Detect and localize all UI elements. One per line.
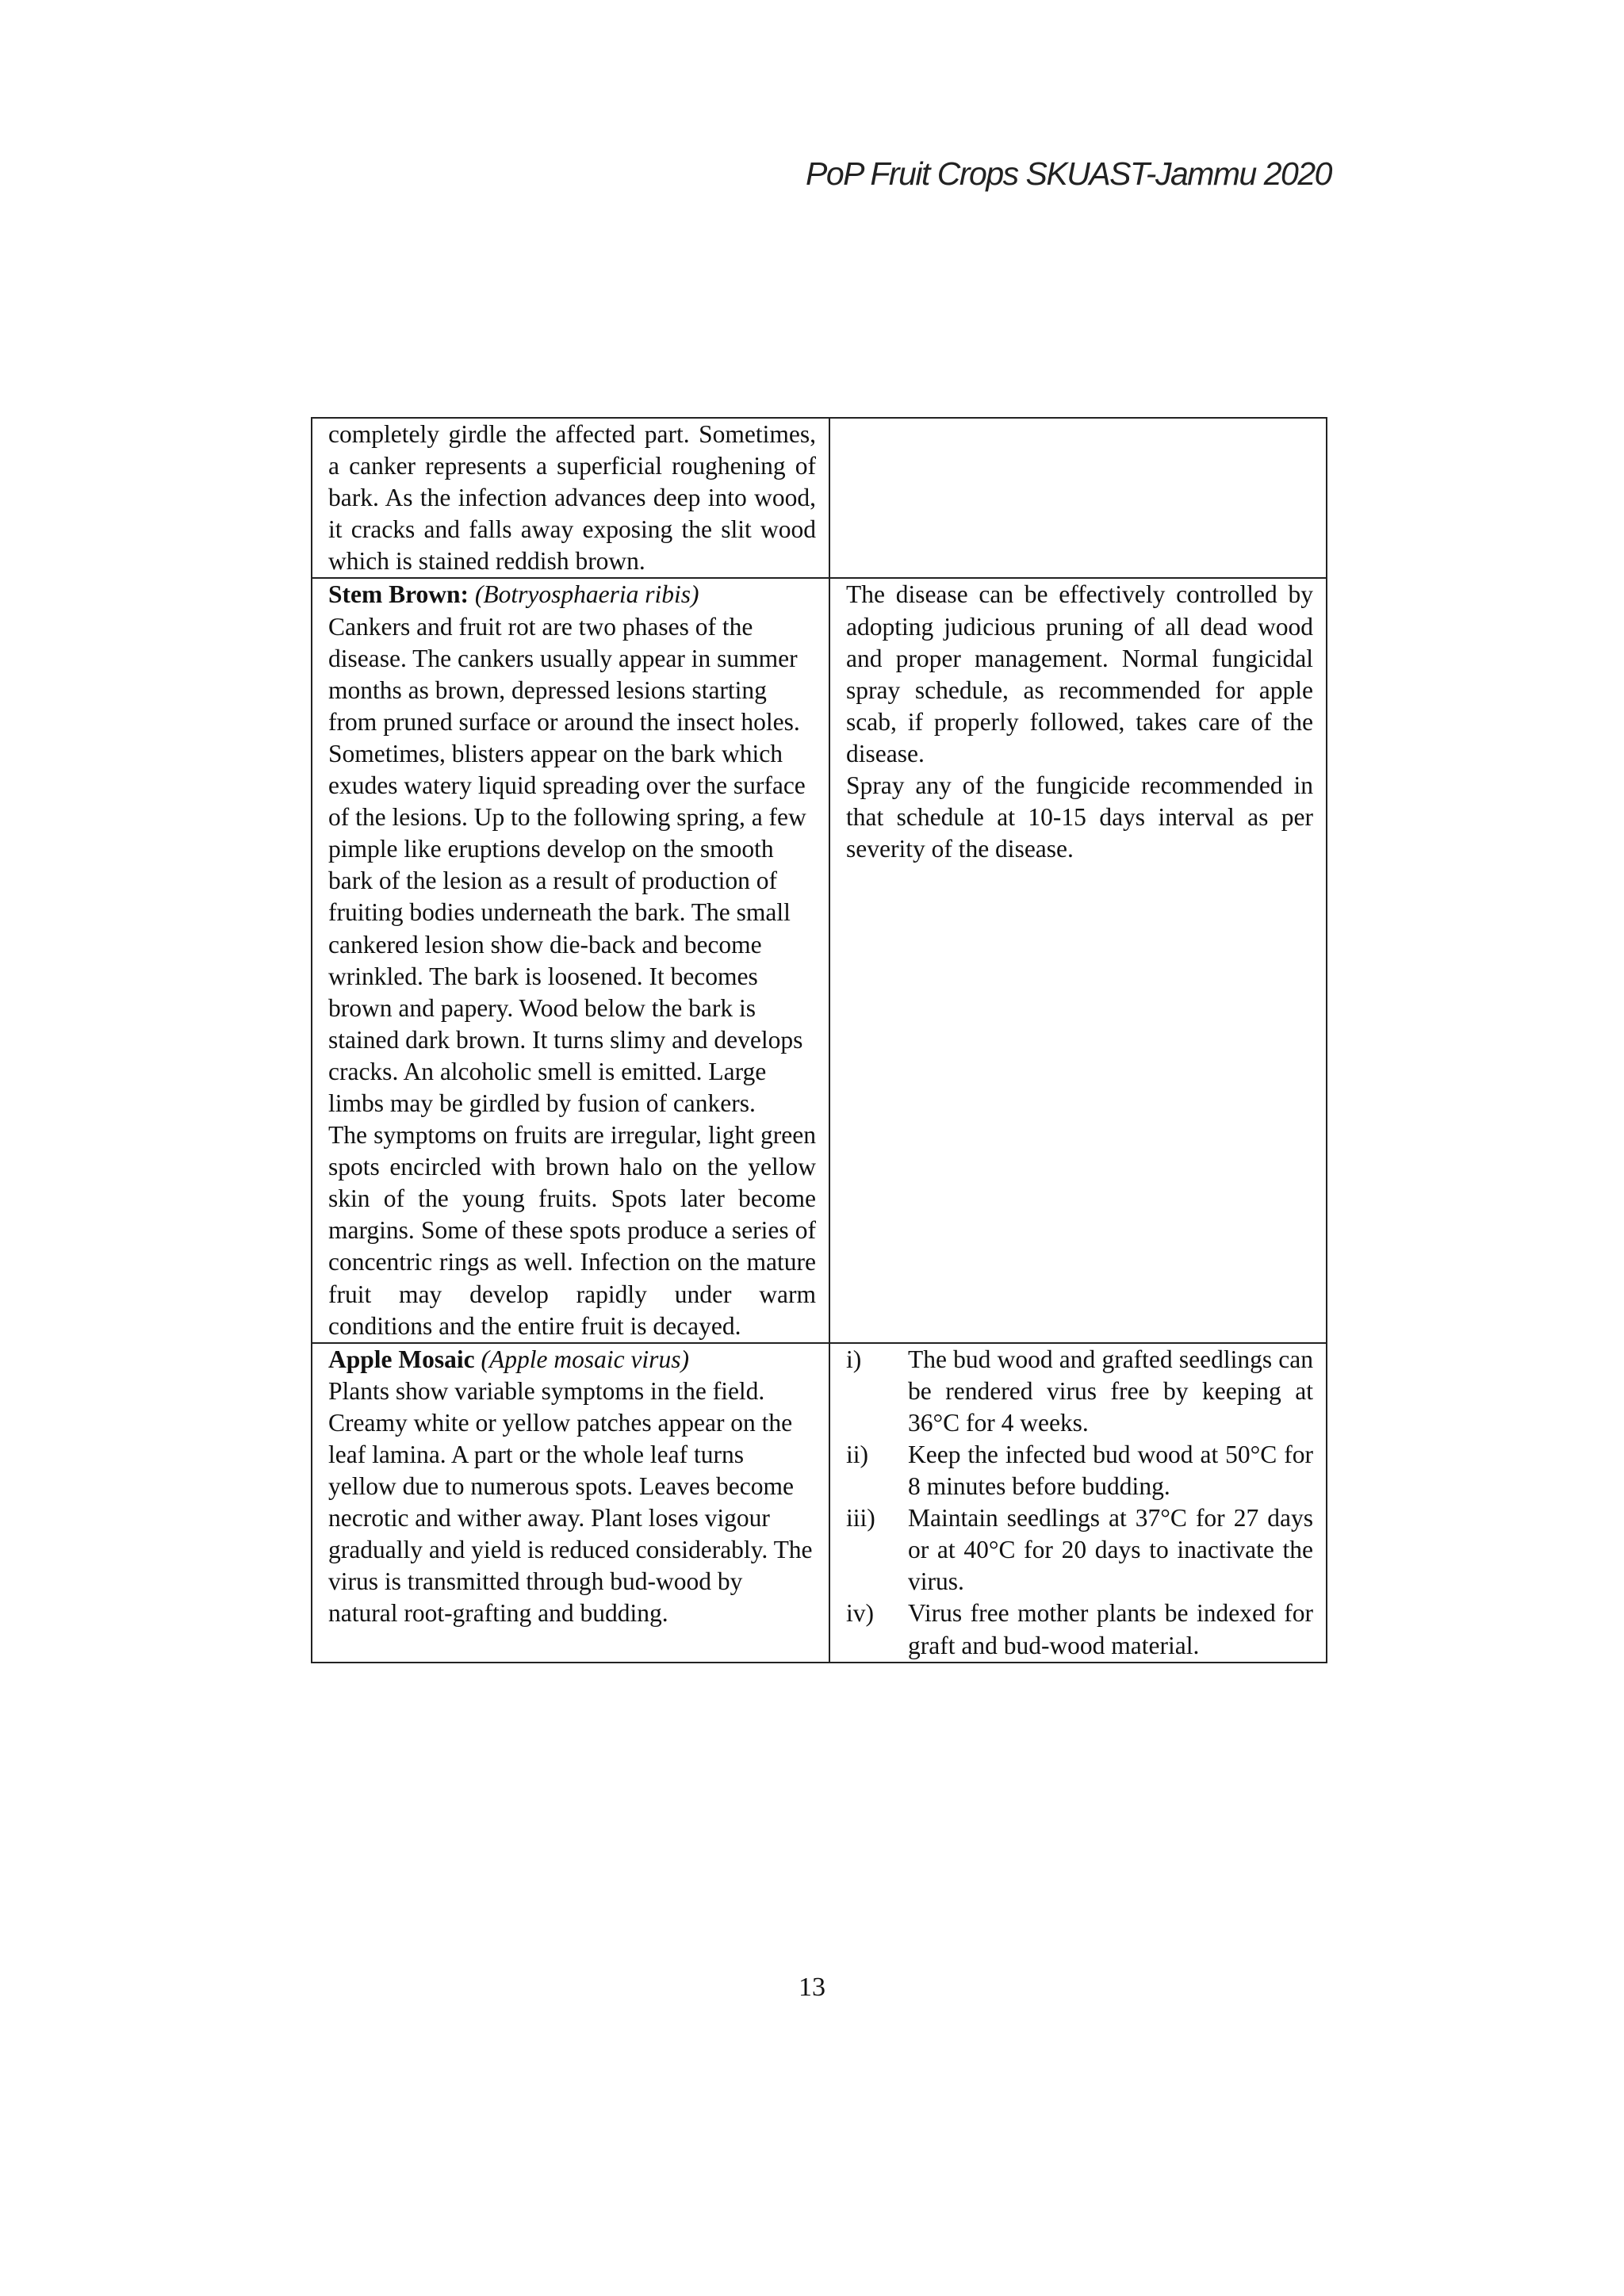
disease-management-table [311, 417, 1327, 1663]
management-cell [829, 1343, 1327, 1663]
step-text: Keep the infected bud wood at 50°C for 8 minutes before budding. [908, 1441, 1313, 1501]
disease-name: Stem Brown: [328, 580, 469, 609]
symptoms-cell [312, 418, 829, 578]
list-item [846, 1439, 1313, 1502]
step-text: The bud wood and grafted seedlings can be rendered virus free by keeping at 36°C for 4 weeks. [908, 1345, 1313, 1437]
management-text: Spray any of the fungicide recommended in that schedule at 10-15 days interval as per severity of the disease. [846, 771, 1313, 863]
running-header: PoP Fruit Crops SKUAST-Jammu 2020 [806, 155, 1331, 192]
disease-name: Apple Mosaic [328, 1345, 475, 1373]
management-steps [846, 1344, 1313, 1662]
pathogen-name: (Botryosphaeria ribis) [474, 580, 699, 609]
step-number: iv) [846, 1599, 874, 1628]
symptoms-text: completely girdle the affected part. Sometimes, a canker represents a superficial roughening of bark. As the infection advances deep into wood, it cracks and falls away exposing the slit wood which is stained reddish brown. [328, 420, 816, 576]
symptoms-text: Cankers and fruit rot are two phases of the disease. The cankers usually appear in summer months as brown, depressed lesions starting from pruned surface or around the insect holes. Sometimes, blisters appear on the bark which exudes watery liquid spreading over the surface of the lesions. Up to the following spring, a few pimple like eruptions develop on the smooth bark of the lesion as a result of production of fruiting bodies underneath the bark. The small cankered lesion show die-back and become wrinkled. The bark is loosened. It becomes brown and papery. Wood below the bark is stained dark brown. It turns slimy and develops cracks. An alcoholic smell is emitted. Large limbs may be girdled by fusion of cankers. [328, 612, 806, 1117]
management-cell [829, 578, 1327, 1342]
management-text: The disease can be effectively controlled by adopting judicious pruning of all dead wood and proper management. Normal fungicidal spray schedule, as recommended for apple scab, if properly followed, takes care of the disease. [846, 580, 1313, 767]
list-item [846, 1502, 1313, 1598]
page-number: 13 [799, 1973, 825, 2002]
list-item [846, 1598, 1313, 1661]
symptoms-cell [312, 1343, 829, 1663]
list-item [846, 1344, 1313, 1439]
symptoms-cell [312, 578, 829, 1342]
step-number: iii) [846, 1504, 875, 1533]
step-text: Virus free mother plants be indexed for graft and bud-wood material. [908, 1599, 1313, 1659]
step-text: Maintain seedlings at 37°C for 27 days or at 40°C for 20 days to inactivate the virus. [908, 1504, 1313, 1596]
table-row [312, 418, 1327, 578]
symptoms-text: Plants show variable symptoms in the field. Creamy white or yellow patches appear on the leaf lamina. A part or the whole leaf turns yellow due to numerous spots. Leaves become necrotic and wither away. Plant loses vigour gradually and yield is reduced considerably. The virus is transmitted through bud-wood by natural root-grafting and budding. [328, 1376, 813, 1628]
table-row [312, 578, 1327, 1342]
management-cell [829, 418, 1327, 578]
step-number: i) [846, 1345, 862, 1373]
step-number: ii) [846, 1441, 868, 1468]
symptoms-text: The symptoms on fruits are irregular, light green spots encircled with brown halo on the yellow skin of the young fruits. Spots later become margins. Some of these spots produce a series of concentric rings as well. Infection on the mature fruit may develop rapidly under warm conditions and the entire fruit is decayed. [328, 1121, 816, 1340]
pathogen-name: (Apple mosaic virus) [481, 1345, 689, 1373]
table-row [312, 1343, 1327, 1663]
